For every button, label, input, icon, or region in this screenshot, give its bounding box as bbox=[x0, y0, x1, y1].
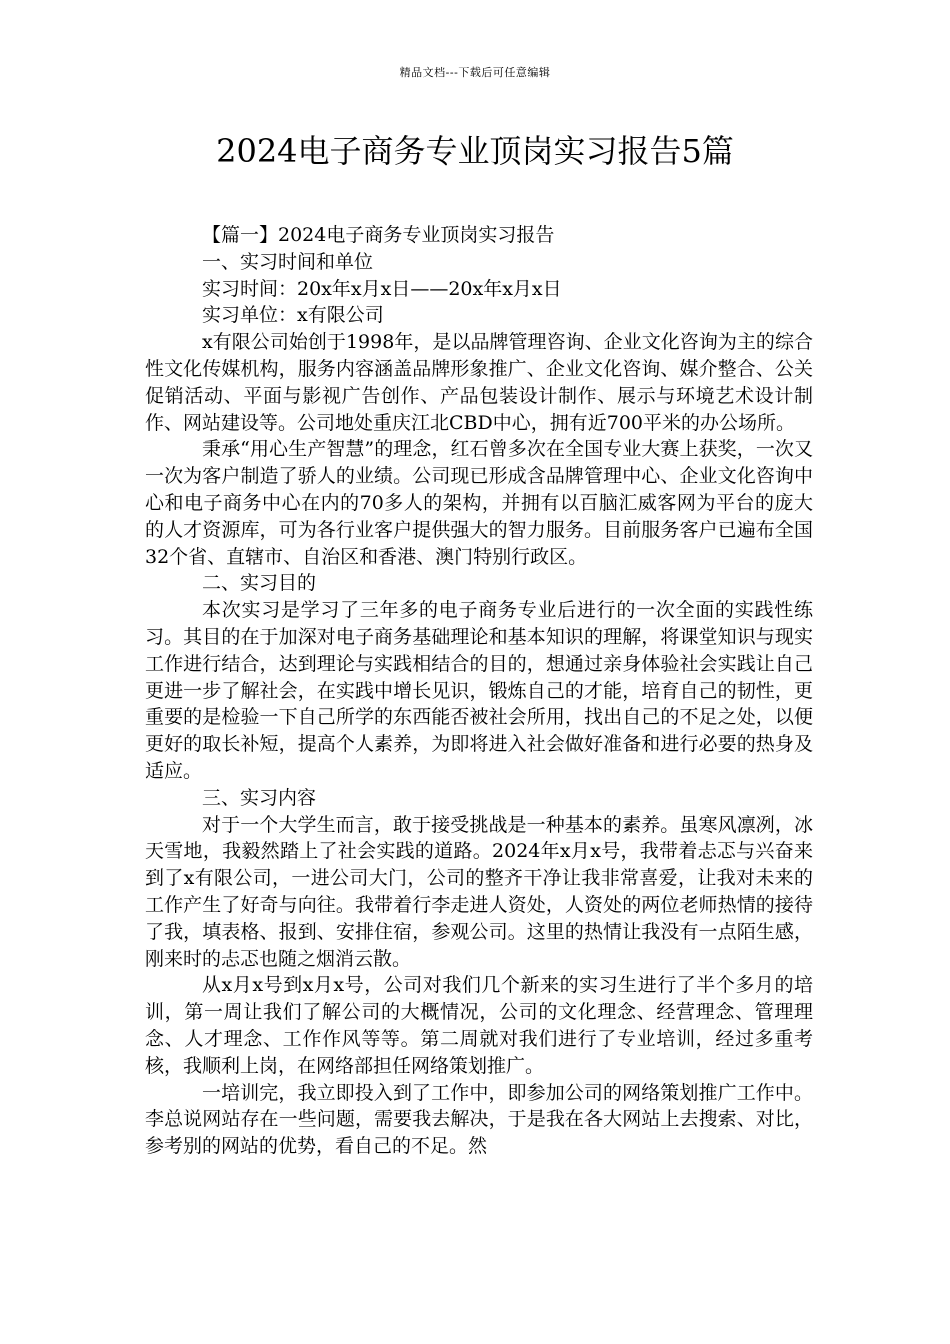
purpose-paragraph: 本次实习是学习了三年多的电子商务专业后进行的一次全面的实践性练习。其目的在于加深对电子商务基础理论和基本知识的理解，将课堂知识与现实工作进行结合，达到理论与实践相结合的目的，想通过亲身体验社会实践让自己更进一步了解社会，在实践中增长见识，锻炼自己的才能，培育自己的韧性，更重要的是检验一下自己所学的东西能否被社会所用，找出自己的不足之处，以便更好的取长补短，提高个人素养，为即将进入社会做好准备和进行必要的热身及适应。 bbox=[145, 599, 813, 782]
document-body bbox=[145, 222, 813, 1160]
section-heading-purpose: 二、实习目的 bbox=[202, 572, 317, 595]
page-header-note: 精品文档---下载后可任意编辑 bbox=[399, 66, 551, 79]
company-intro-paragraph: x有限公司始创于1998年，是以品牌管理咨询、企业文化咨询为主的综合性文化传媒机构，服务内容涵盖品牌形象推广、企业文化咨询、媒介整合、公关促销活动、平面与影视广告创作、产品包装设计制作、展示与环境艺术设计制作、网站建设等。公司地处重庆江北CBD中心，拥有近700平米的办公场所。 bbox=[145, 331, 813, 434]
internship-unit-line: 实习单位：x有限公司 bbox=[202, 304, 384, 327]
company-philosophy-paragraph: 秉承“用心生产智慧”的理念，红石曾多次在全国专业大赛上获奖，一次又一次为客户制造了骄人的业绩。公司现已形成含品牌管理中心、企业文化咨询中心和电子商务中心在内的70多人的架构，并拥有以百脑汇威客网为平台的庞大的人才资源库，可为各行业客户提供强大的智力服务。目前服务客户已遍布全国32个省、直辖市、自治区和香港、澳门特别行政区。 bbox=[145, 438, 813, 568]
section-heading-time-and-unit: 一、实习时间和单位 bbox=[202, 250, 374, 273]
section-heading-content: 三、实习内容 bbox=[202, 786, 317, 809]
content-paragraph-work-start: 一培训完，我立即投入到了工作中，即参加公司的网络策划推广工作中。李总说网站存在一些问题，需要我去解决，于是我在各大网站上去搜索、对比，参考别的网站的优势，看自己的不足。然 bbox=[145, 1081, 813, 1158]
document-title: 2024电子商务专业顶岗实习报告5篇 bbox=[216, 132, 734, 170]
content-paragraph-training: 从x月x号到x月x号，公司对我们几个新来的实习生进行了半个多月的培训，第一周让我们了解公司的大概情况，公司的文化理念、经营理念、管理理念、人才理念、工作作风等等。第二周就对我们进行了专业培训，经过多重考核，我顺利上岗，在网络部担任网络策划推广。 bbox=[145, 974, 813, 1077]
section-heading-part-one: 【篇一】2024电子商务专业顶岗实习报告 bbox=[202, 224, 555, 246]
internship-time-line: 实习时间：20x年x月x日——20x年x月x日 bbox=[202, 277, 562, 300]
content-paragraph-arrival: 对于一个大学生而言，敢于接受挑战是一种基本的素养。虽寒风凛冽，冰天雪地，我毅然踏上了社会实践的道路。2024年x月x号，我带着忐忑与兴奋来到了x有限公司，一进公司大门，公司的整齐干净让我非常喜爱，让我对未来的工作产生了好奇与向往。我带着行李走进人资处，人资处的两位老师热情的接待了我，填表格、报到、安排住宿，参观公司。这里的热情让我没有一点陌生感，刚来时的忐忑也随之烟消云散。 bbox=[145, 813, 813, 970]
